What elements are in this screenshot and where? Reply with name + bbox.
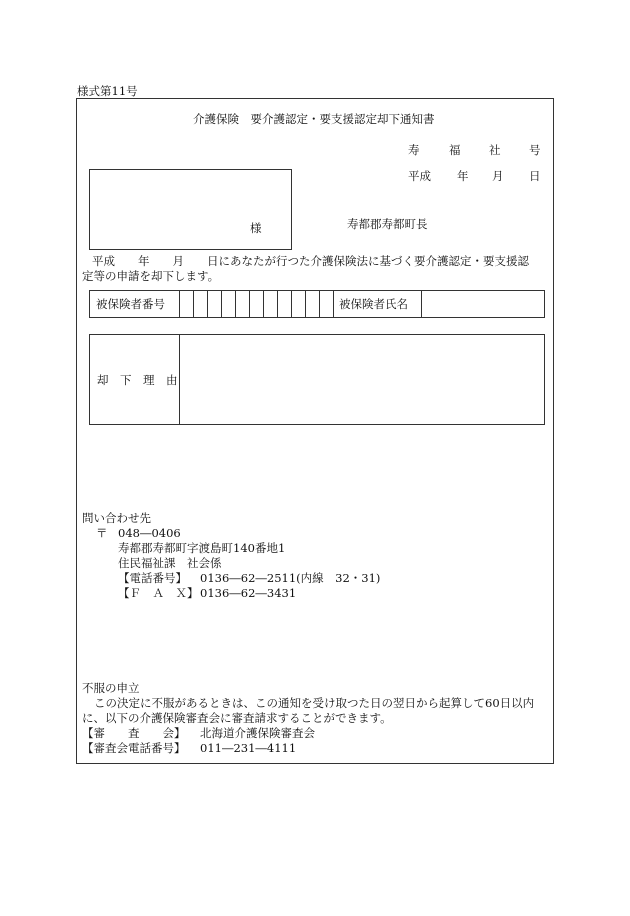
- cell-divider: [207, 291, 208, 317]
- cell-divider: [221, 291, 222, 317]
- fax-number: 0136―62―3431: [200, 586, 297, 600]
- contact-heading: 問い合わせ先: [82, 511, 151, 525]
- appeal-line-1: この決定に不服があるときは、この通知を受け取つた日の翌日から起算して60日以内: [94, 696, 535, 710]
- issue-date-era: 平成: [408, 169, 431, 183]
- issuer-name: 寿都郡寿都町長: [347, 217, 428, 231]
- issue-date-year: 年: [457, 169, 469, 183]
- cell-divider: [179, 291, 180, 317]
- contact-address: 寿都郡寿都町字渡島町140番地1: [118, 541, 286, 555]
- cell-divider: [305, 291, 306, 317]
- insured-name-label: 被保険者氏名: [339, 297, 408, 311]
- cell-divider: [333, 291, 334, 317]
- insured-number-label: 被保険者番号: [96, 297, 165, 311]
- appeal-text: [82, 696, 552, 726]
- cell-divider: [421, 291, 422, 317]
- appeal-heading: 不服の申立: [82, 681, 140, 695]
- rejection-reason-label: 却 下 理 由: [97, 373, 178, 387]
- issue-number-c1: 寿: [408, 143, 420, 157]
- cell-divider: [193, 291, 194, 317]
- fax-label: 【Ｆ Ａ Ｘ】: [118, 586, 199, 600]
- issue-date-month: 月: [492, 169, 504, 183]
- postal-code: 048―0406: [118, 526, 181, 540]
- recipient-suffix: 様: [250, 221, 262, 235]
- cell-divider: [277, 291, 278, 317]
- phone-label: 【電話番号】: [118, 571, 187, 585]
- cell-divider: [249, 291, 250, 317]
- appeal-line-2: に、以下の介護保険審査会に審査請求することができます。: [82, 711, 392, 725]
- phone-number: 0136―62―2511(内線 32・31): [200, 571, 381, 585]
- form-number: 様式第11号: [77, 84, 138, 98]
- notice-line-2: 定等の申請を却下します。: [82, 269, 220, 283]
- notice-frame: [76, 98, 554, 764]
- postal-mark: 〒: [96, 526, 108, 540]
- cell-divider: [179, 335, 180, 424]
- cell-divider: [319, 291, 320, 317]
- notice-text: [82, 254, 550, 284]
- cell-divider: [263, 291, 264, 317]
- cell-divider: [291, 291, 292, 317]
- issue-number-c4: 号: [529, 143, 541, 157]
- board-phone: 011―231―4111: [200, 741, 297, 755]
- cell-divider: [235, 291, 236, 317]
- document-title: 介護保険 要介護認定・要支援認定却下通知書: [193, 112, 435, 126]
- board-label: 【審 査 会】: [82, 726, 186, 740]
- issue-number-c2: 福: [449, 143, 461, 157]
- board-phone-label: 【審査会電話番号】: [82, 741, 186, 755]
- contact-department: 住民福祉課 社会係: [118, 556, 222, 570]
- issue-number-c3: 社: [489, 143, 501, 157]
- recipient-box: [89, 169, 292, 250]
- issue-date-day: 日: [529, 169, 541, 183]
- rejection-reason-box: [89, 334, 545, 425]
- board-name: 北海道介護保険審査会: [200, 726, 315, 740]
- insured-info-row: [89, 290, 545, 318]
- notice-line-1: 平成 年 月 日にあなたが行つた介護保険法に基づく要介護認定・要支援認: [92, 254, 529, 268]
